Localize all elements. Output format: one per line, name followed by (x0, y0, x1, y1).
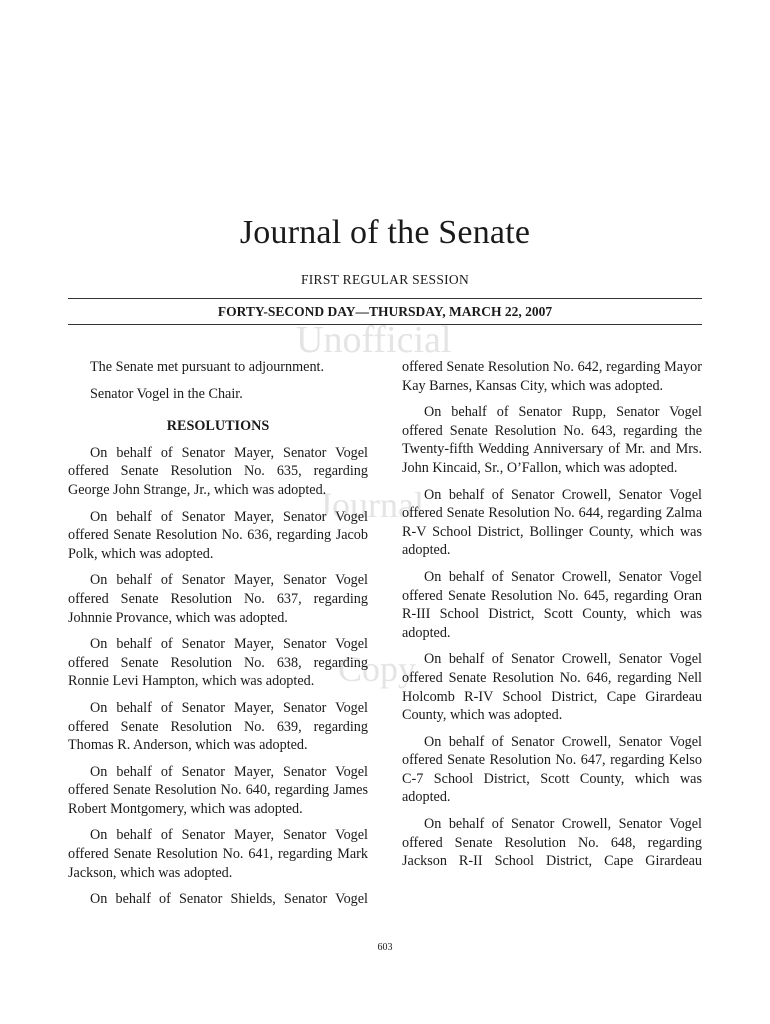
watermark-journal: Journal (318, 485, 424, 525)
page-title: Journal of the Senate (239, 214, 531, 251)
resolution-paragraph: On behalf of Senator Crowell, Senator Vogel offered Senate Resolution No. 648, regarding Jackson R-II School District, Cape Girardeau (402, 816, 702, 870)
resolution-paragraph: On behalf of Senator Mayer, Senator Vogel offered Senate Resolution No. 637, regarding Johnnie Provance, which was adopted. (68, 572, 368, 626)
left-column (68, 358, 368, 917)
resolution-paragraph: On behalf of Senator Mayer, Senator Vogel offered Senate Resolution No. 635, regarding George John Strange, Jr., which was adopted. (68, 444, 368, 498)
resolution-paragraph: On behalf of Senator Mayer, Senator Vogel offered Senate Resolution No. 641, regarding Mark Jackson, which was adopted. (68, 827, 368, 881)
chair-line: Senator Vogel in the Chair. (90, 385, 243, 402)
resolution-continuation: offered Senate Resolution No. 642, regarding Mayor Kay Barnes, Kansas City, which was adopted. (402, 359, 702, 394)
resolution-paragraph: On behalf of Senator Crowell, Senator Vogel offered Senate Resolution No. 647, regarding Kelso C-7 School District, Scott County, which was adopted. (402, 733, 702, 806)
watermark-unofficial: Unofficial (296, 319, 452, 361)
resolution-paragraph: On behalf of Senator Mayer, Senator Vogel offered Senate Resolution No. 640, regarding James Robert Montgomery, which was adopted. (68, 763, 368, 817)
opening-line: The Senate met pursuant to adjournment. (90, 359, 325, 375)
header-divider-bottom (68, 324, 702, 325)
right-column (402, 358, 702, 879)
resolution-paragraph: On behalf of Senator Rupp, Senator Vogel offered Senate Resolution No. 643, regarding the Twenty-fifth Wedding Anniversary of Mr. and Mrs. John Kincaid, Sr., O’Fallon, which was adopted. (402, 404, 702, 476)
day-heading: FORTY-SECOND DAY—THURSDAY, MARCH 22, 2007 (217, 304, 553, 319)
resolution-paragraph: On behalf of Senator Mayer, Senator Vogel offered Senate Resolution No. 638, regarding Ronnie Levi Hampton, which was adopted. (68, 636, 368, 690)
session-label: FIRST REGULAR SESSION (300, 272, 470, 287)
resolution-paragraph: On behalf of Senator Mayer, Senator Vogel offered Senate Resolution No. 639, regarding Thomas R. Anderson, which was adopted. (68, 699, 368, 754)
header-divider-top (68, 298, 702, 299)
section-heading-resolutions: RESOLUTIONS (166, 418, 270, 435)
resolution-paragraph: On behalf of Senator Shields, Senator Vogel (90, 891, 368, 908)
resolution-paragraph: On behalf of Senator Crowell, Senator Vogel offered Senate Resolution No. 646, regarding Nell Holcomb R-IV School District, Cape Girardeau County, which was adopted. (402, 651, 702, 724)
resolution-paragraph: On behalf of Senator Mayer, Senator Vogel offered Senate Resolution No. 636, regarding Jacob Polk, which was adopted. (68, 508, 368, 562)
resolution-paragraph: On behalf of Senator Crowell, Senator Vogel offered Senate Resolution No. 645, regarding Oran R-III School District, Scott County, which was adopted. (402, 568, 702, 641)
page-number: 603 (377, 942, 393, 953)
watermark-copy: Copy (338, 649, 417, 689)
resolution-paragraph: On behalf of Senator Crowell, Senator Vogel offered Senate Resolution No. 644, regarding Zalma R-V School District, Bollinger County, which was adopted. (402, 486, 702, 559)
